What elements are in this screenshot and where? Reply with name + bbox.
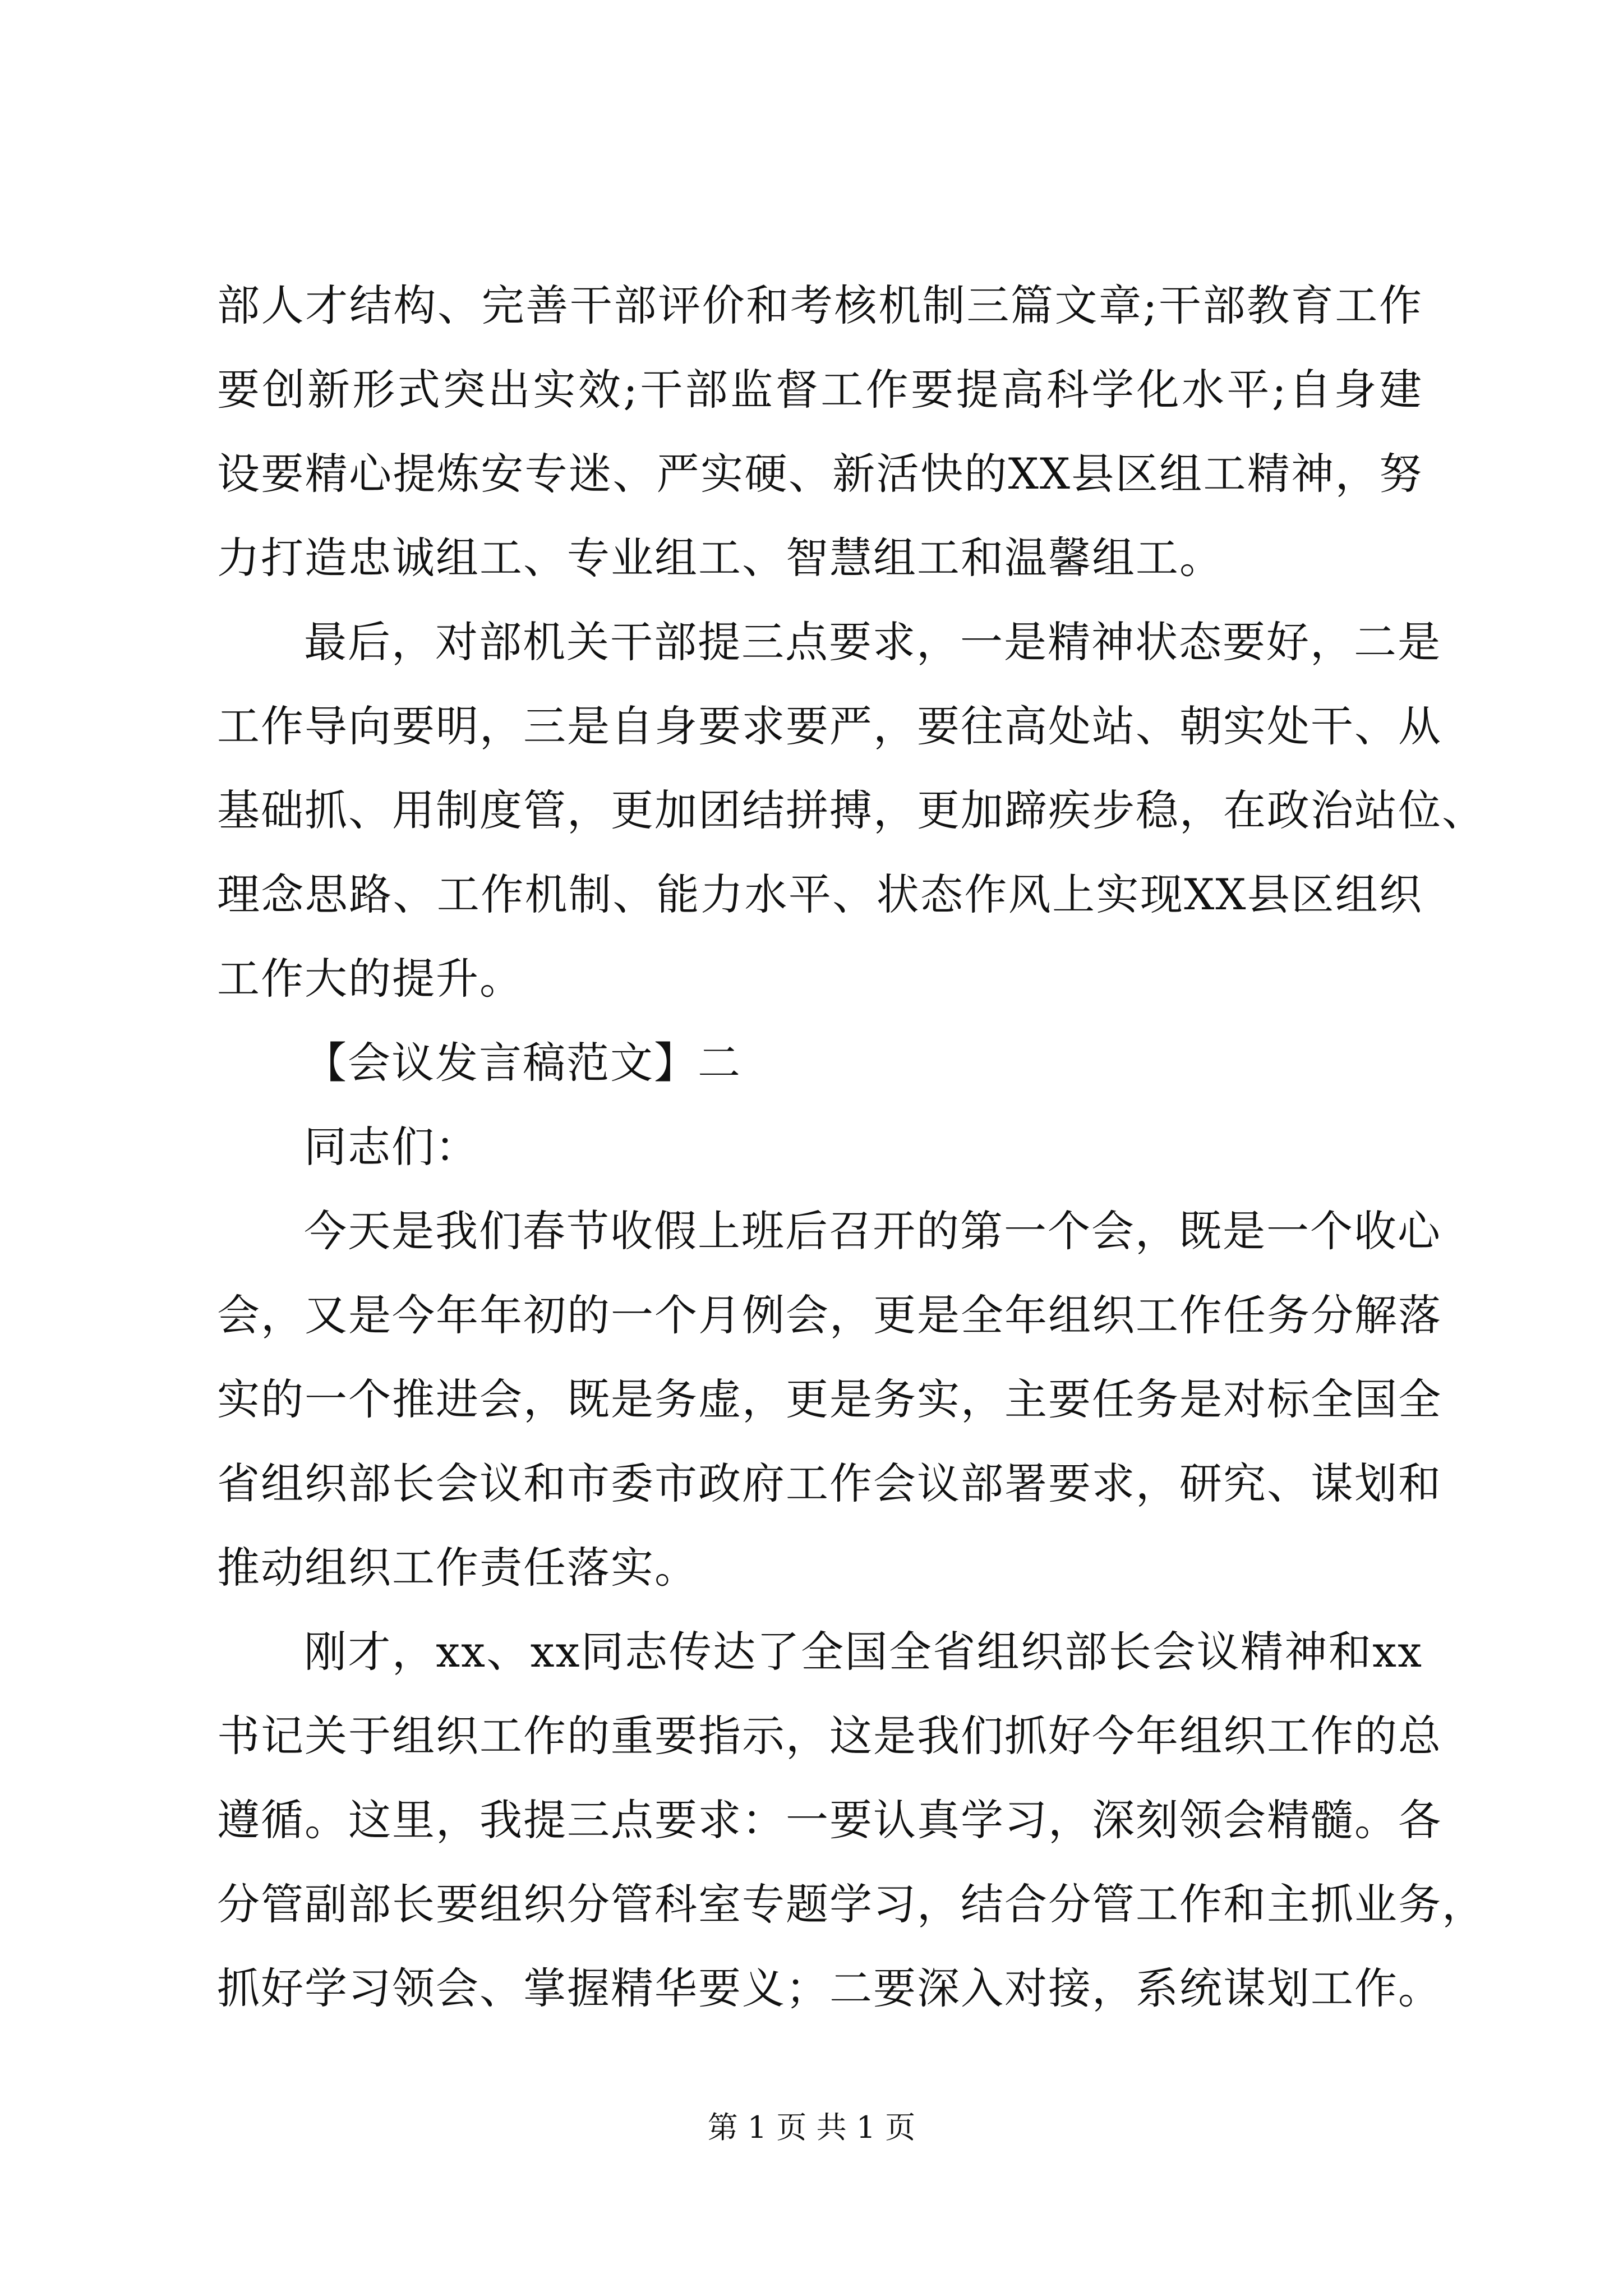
text-line: 会，又是今年年初的一个月例会，更是全年组织工作任务分解落 <box>217 1290 1442 1340</box>
document-body <box>217 264 1486 2031</box>
text-line: 部人才结构、完善干部评价和考核机制三篇文章;干部教育工作 <box>217 280 1423 330</box>
text-line: 工作大的提升。 <box>217 954 523 1004</box>
paragraph-1 <box>217 264 1423 600</box>
text-line: 基础抓、用制度管，更加团结拼搏，更加蹄疾步稳，在政治站位、 <box>217 785 1486 835</box>
text-line: 分管副部长要组织分管科室专题学习，结合分管工作和主抓业务， <box>217 1879 1486 1929</box>
text-line: 要创新形式突出实效;干部监督工作要提高科学化水平;自身建 <box>217 365 1423 415</box>
text-line: 书记关于组织工作的重要指示，这是我们抓好今年组织工作的总 <box>217 1711 1442 1761</box>
text-line: 今天是我们春节收假上班后召开的第一个会，既是一个收心 <box>304 1206 1441 1256</box>
paragraph-3 <box>217 1189 1442 1610</box>
text-line: 刚才，xx、xx同志传达了全国全省组织部长会议精神和xx <box>304 1627 1423 1677</box>
text-line: 最后，对部机关干部提三点要求，一是精神状态要好，二是 <box>304 617 1441 667</box>
text-line: 省组织部长会议和市委市政府工作会议部署要求，研究、谋划和 <box>217 1458 1442 1508</box>
heading-text: 【会议发言稿范文】二 <box>304 1038 741 1088</box>
text-line: 力打造忠诚组工、专业组工、智慧组工和温馨组工。 <box>217 533 1223 583</box>
page-number: 第 1 页 共 1 页 <box>707 2110 916 2145</box>
text-line: 推动组织工作责任落实。 <box>217 1543 698 1593</box>
salutation <box>217 1105 1423 1189</box>
text-line: 抓好学习领会、掌握精华要义；二要深入对接，系统谋划工作。 <box>217 1963 1442 2013</box>
text-line: 设要精心提炼安专迷、严实硬、新活快的XX县区组工精神，努 <box>217 449 1423 499</box>
salutation-text: 同志们： <box>304 1122 479 1172</box>
paragraph-2 <box>217 600 1486 1021</box>
paragraph-4 <box>217 1610 1486 2031</box>
text-line: 理念思路、工作机制、能力水平、状态作风上实现XX县区组织 <box>217 869 1423 919</box>
page-footer <box>0 2108 1623 2147</box>
text-line: 工作导向要明，三是自身要求要严，要往高处站、朝实处干、从 <box>217 701 1442 751</box>
text-line: 实的一个推进会，既是务虚，更是务实，主要任务是对标全国全 <box>217 1374 1442 1424</box>
text-line: 遵循。这里，我提三点要求：一要认真学习，深刻领会精髓。各 <box>217 1795 1442 1845</box>
section-heading <box>217 1021 1423 1105</box>
